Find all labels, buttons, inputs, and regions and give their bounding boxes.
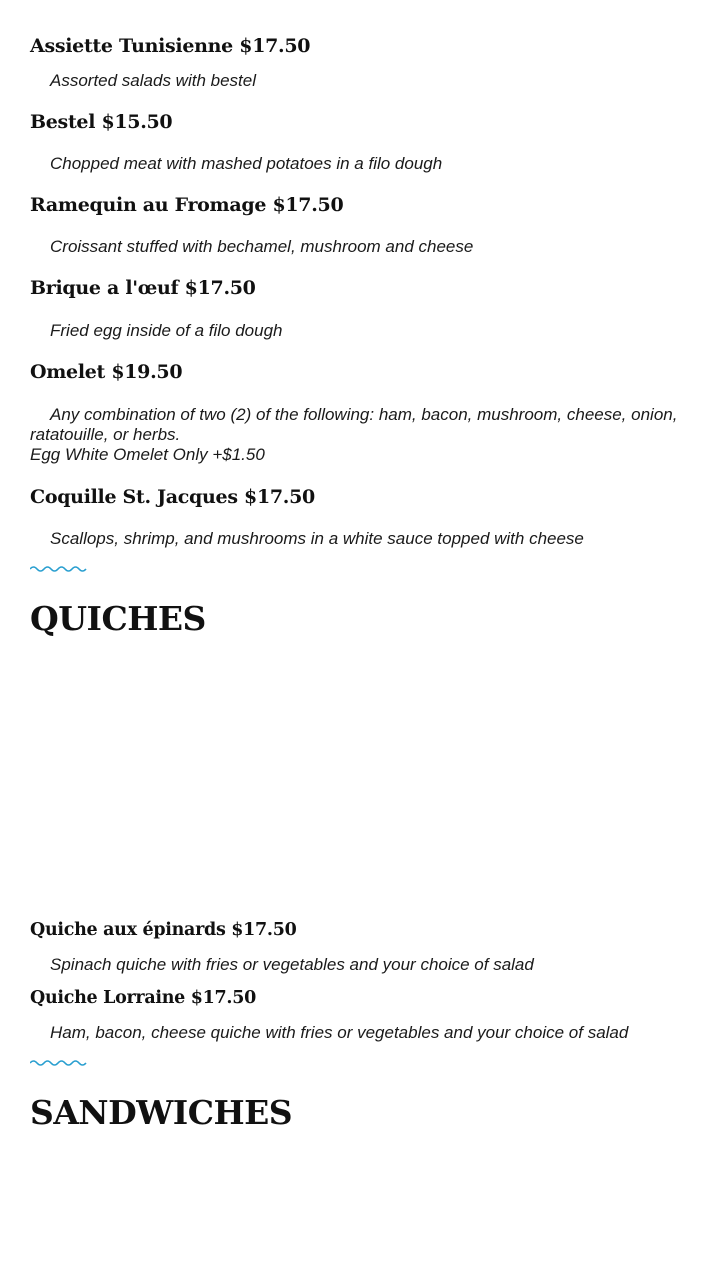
menu-item-title: Coquille St. Jacques $17.50 (30, 486, 315, 508)
menu-item-description: Croissant stuffed with bechamel, mushroom and cheese (50, 237, 474, 256)
menu-item-description: Fried egg inside of a filo dough (50, 321, 283, 340)
menu-item-title: Omelet $19.50 (30, 361, 183, 383)
menu-item-description (30, 405, 710, 465)
menu-item-description: Ham, bacon, cheese quiche with fries or vegetables and your choice of salad (50, 1023, 629, 1042)
menu-item-title: Quiche aux épinards $17.50 (30, 920, 297, 940)
menu-item-note: Egg White Omelet Only +$1.50 (30, 445, 265, 464)
menu-item-title: Ramequin au Fromage $17.50 (30, 194, 344, 216)
menu-item-title: Quiche Lorraine $17.50 (30, 988, 256, 1008)
menu-item-title: Bestel $15.50 (30, 111, 173, 133)
menu-item-title: Brique a l'œuf $17.50 (30, 277, 256, 299)
menu-item-description: Scallops, shrimp, and mushrooms in a white sauce topped with cheese (50, 529, 584, 548)
menu-item-description: Chopped meat with mashed potatoes in a filo dough (50, 154, 443, 173)
wavy-divider-icon (30, 565, 88, 573)
wavy-divider-icon (30, 1059, 88, 1067)
section-heading-quiches: QUICHES (30, 599, 206, 638)
menu-item-description: Assorted salads with bestel (50, 71, 256, 90)
menu-item-description: Spinach quiche with fries or vegetables and your choice of salad (50, 955, 534, 974)
section-heading-sandwiches: SANDWICHES (30, 1093, 293, 1132)
menu-item-description-text: Any combination of two (2) of the following: ham, bacon, mushroom, cheese, onion, ratatouille, or herbs. (30, 405, 678, 444)
menu-item-title: Assiette Tunisienne $17.50 (30, 35, 311, 57)
